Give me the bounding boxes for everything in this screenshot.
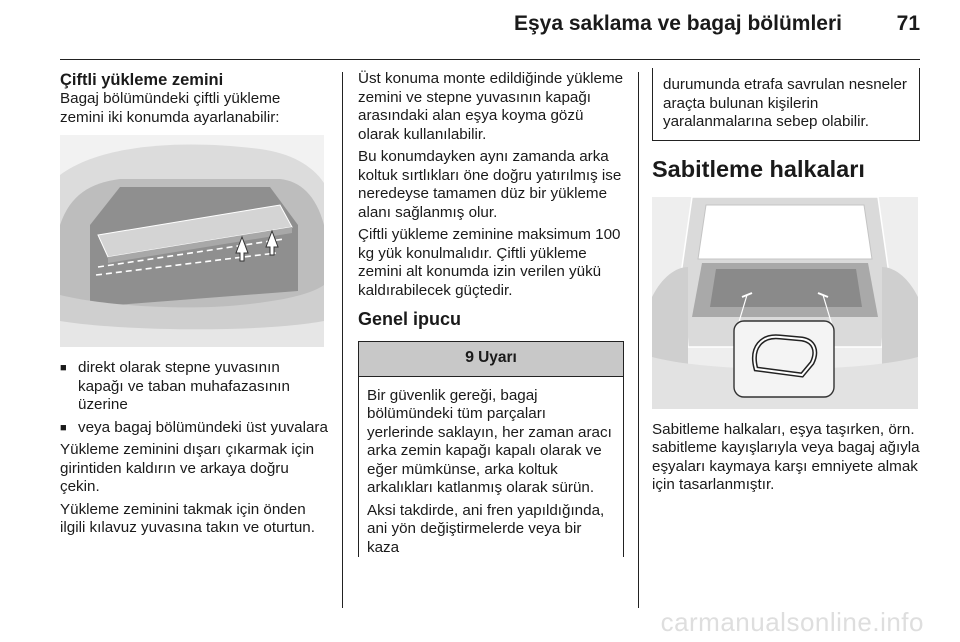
load-floor-illustration xyxy=(60,135,324,347)
column-divider-left xyxy=(342,72,343,608)
warning-text: Bir güvenlik gereği, bagaj bölümündeki tüm parçaları yerlerinde saklayın, her zaman aracı arka zemin kapağı kapalı olarak ve eğer mümkünse, arka koltuk arkalıkları katlanmış olarak sürün. xyxy=(367,386,612,496)
upper-position-paragraph: Üst konuma monte edildiğinde yükleme zemini ve stepne yuvasının kapağı arasındaki alan eşya koyma gözü olarak kullanılabilir. xyxy=(358,70,624,143)
watermark-text: carmanualsonline.info xyxy=(660,607,924,637)
bullet-item: ■ direkt olarak stepne yuvasının kapağı ve taban muhafazasının üzerine xyxy=(60,359,328,415)
header-divider xyxy=(60,59,920,60)
install-paragraph: Yükleme zeminini takmak için önden ilgili kılavuz yuvasına takın ve oturtun. xyxy=(60,500,315,536)
intro-text: Bagaj bölümündeki çiftli yükleme zemini iki konumda ayarlanabilir: xyxy=(60,90,281,126)
warning-triangle-icon: 9 xyxy=(465,349,475,367)
section-heading-dual-floor: Çiftli yükleme zemini xyxy=(60,71,224,89)
page-number: 71 xyxy=(896,12,920,35)
column-3 xyxy=(652,70,920,499)
warning-text: Aksi takdirde, ani fren yapıldığında, ani yön değiştirmelerde veya bir kaza xyxy=(367,501,605,556)
warning-body xyxy=(359,377,623,558)
position-bullet-list xyxy=(60,359,328,437)
page-header-title: Eşya saklama ve bagaj bölümleri xyxy=(513,12,842,35)
section-heading-general-hint: Genel ipucu xyxy=(358,309,462,329)
warning-header xyxy=(359,342,623,377)
warning-title: Uyarı xyxy=(478,349,517,367)
bullet-item: ■ veya bagaj bölümündeki üst yuvalara xyxy=(60,419,328,438)
flat-floor-paragraph: Bu konumdayken aynı zamanda arka koltuk sırtlıkları öne doğru yatırılmış ise neredeyse tamamen düz bir yükleme alanı sağlanmış olur. xyxy=(358,148,622,221)
lashing-eyes-illustration xyxy=(652,197,918,409)
max-load-paragraph: Çiftli yükleme zeminine maksimum 100 kg yük konulmalıdır. Çiftli yükleme zemini alt konumda izin verilen yükü kaldırabilecek güçtedir. xyxy=(358,226,621,299)
column-1 xyxy=(60,70,328,542)
warning-continuation-text: durumunda etrafa savrulan nesneler araçta bulunan kişilerin yaralanmalarına sebep olabilir. xyxy=(663,76,907,130)
lashing-eyes-paragraph: Sabitleme halkaları, eşya taşırken, örn. sabitleme kayışlarıyla veya bagaj ağıyla eşyaları kaymaya karşı emniyete almak için tasarlanmıştır. xyxy=(652,420,920,493)
removal-paragraph: Yükleme zeminini dışarı çıkarmak için girintiden kaldırın ve arkaya doğru çekin. xyxy=(60,441,315,495)
warning-box xyxy=(358,341,624,558)
warning-continuation-box xyxy=(652,68,920,141)
column-2 xyxy=(358,70,624,561)
column-divider-right xyxy=(638,72,639,608)
section-heading-lashing-eyes: Sabitleme halkaları xyxy=(652,155,865,182)
